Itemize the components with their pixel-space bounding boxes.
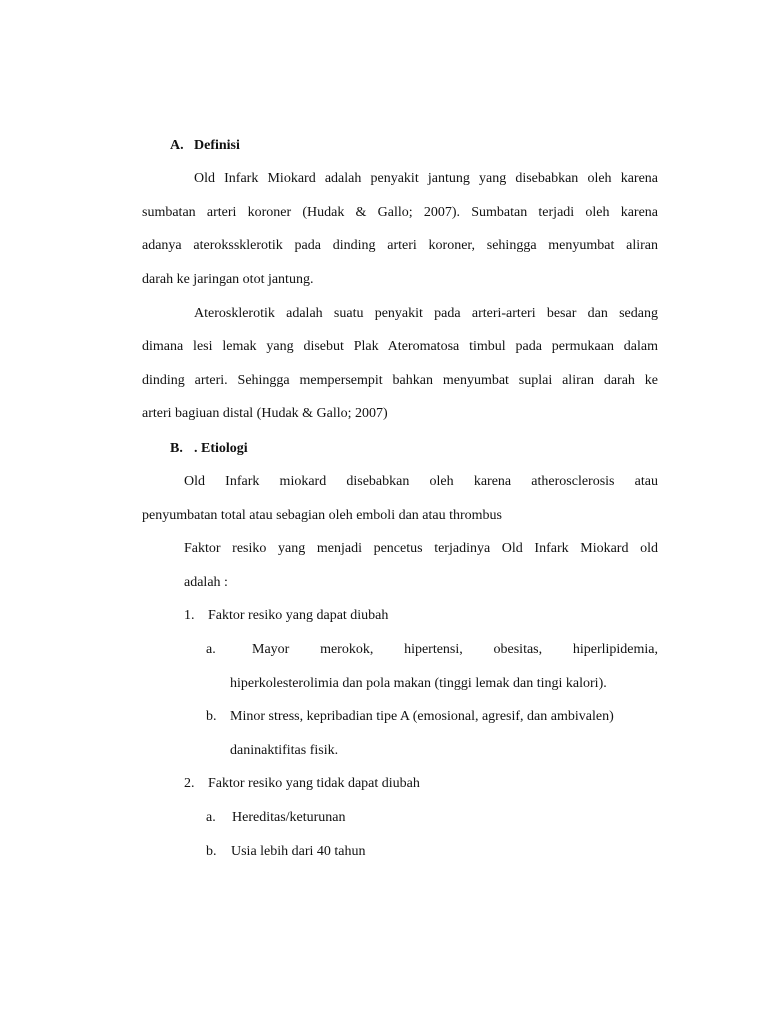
list-item-2a-letter: a. [206,810,216,825]
list-item-2-number: 2. [184,776,195,791]
list-item-1-label: Faktor resiko yang dapat diubah [208,608,389,623]
list-item-2-label: Faktor resiko yang tidak dapat diubah [208,776,420,791]
section-b-para1-line2: penyumbatan total atau sebagian oleh emboli dan atau thrombus [142,508,503,523]
list-item-1b-letter: b. [206,709,217,724]
section-b-para1-line1: Old Infark miokard disebabkan oleh karena atherosclerosis atau [184,474,658,489]
list-item-1-number: 1. [184,608,195,623]
list-item-1b-line2: daninaktifitas fisik. [230,743,339,758]
list-item-2a-line1: Hereditas/keturunan [232,810,346,825]
section-a-para1-line4: darah ke jaringan otot jantung. [142,272,314,287]
section-a-para1-line3: adanya aterokssklerotik pada dinding arteri koroner, sehingga menyumbat aliran [142,238,658,253]
section-a-para1-line2: sumbatan arteri koroner (Hudak & Gallo; 2007). Sumbatan terjadi oleh karena [142,205,658,220]
section-a-para2-line4: arteri bagiuan distal (Hudak & Gallo; 2007) [142,406,388,421]
section-b-marker: B. [170,441,183,456]
list-item-2b-letter: b. [206,844,217,859]
section-a-marker: A. [170,138,184,153]
list-item-1a-letter: a. [206,642,216,657]
list-item-1a-line2: hiperkolesterolimia dan pola makan (tinggi lemak dan tingi kalori). [230,676,607,691]
section-a-title: Definisi [194,138,240,153]
section-a-para2-line2: dimana lesi lemak yang disebut Plak Ateromatosa timbul pada permukaan dalam [142,339,658,354]
section-b-para2-line2: adalah : [184,575,228,590]
section-a-para2-line1: Aterosklerotik adalah suatu penyakit pada arteri-arteri besar dan sedang [194,306,658,321]
list-item-1b-line1: Minor stress, kepribadian tipe A (emosional, agresif, dan ambivalen) [230,709,614,724]
list-item-2b-line1: Usia lebih dari 40 tahun [231,844,366,859]
section-a-para2-line3: dinding arteri. Sehingga mempersempit bahkan menyumbat suplai aliran darah ke [142,373,658,388]
section-a-para1-line1: Old Infark Miokard adalah penyakit jantung yang disebabkan oleh karena [194,171,658,186]
list-item-1a-line1: Mayor merokok, hipertensi, obesitas, hiperlipidemia, [252,642,658,657]
section-b-para2-line1: Faktor resiko yang menjadi pencetus terjadinya Old Infark Miokard old [184,541,658,556]
section-b-title: . Etiologi [194,441,248,456]
